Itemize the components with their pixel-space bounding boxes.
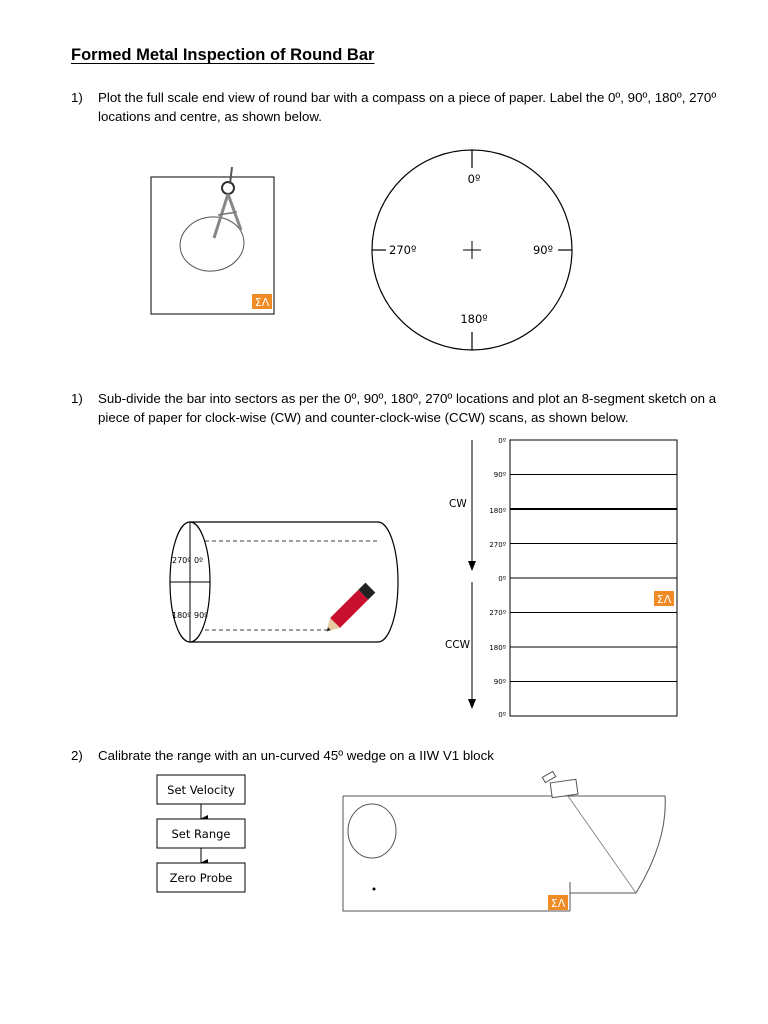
compass-illustration bbox=[151, 167, 274, 314]
step-2-number: 1) bbox=[71, 391, 83, 406]
scan-row-label: 180º bbox=[489, 644, 506, 652]
scan-row-label: 270º bbox=[489, 609, 506, 617]
scan-row-label: 270º bbox=[489, 541, 506, 549]
flow-step-set-velocity: Set Velocity bbox=[167, 783, 235, 797]
flow-step-zero-probe: Zero Probe bbox=[169, 871, 233, 885]
end-view-circle bbox=[372, 150, 572, 350]
logo-text: ΣΛ bbox=[254, 296, 270, 309]
step-3-number: 2) bbox=[71, 748, 83, 763]
scan-row-label: 0º bbox=[498, 437, 506, 445]
step-2-text: Sub-divide the bar into sectors as per the 0º, 90º, 180º, 270º locations and plot an 8-segment sketch on a piece of paper for clock-wise (CW) and counter-clock-wise (CCW) scans, as shown below. bbox=[98, 391, 717, 425]
logo-text: ΣΛ bbox=[656, 593, 672, 606]
cw-label: CW bbox=[449, 498, 467, 510]
logo-text: ΣΛ bbox=[550, 897, 566, 910]
flow-step-set-range: Set Range bbox=[171, 827, 231, 841]
scan-row-label: 180º bbox=[489, 507, 506, 515]
bar-label-270: 270º bbox=[172, 556, 192, 565]
label-180-deg: 180º bbox=[460, 312, 488, 326]
label-90-deg: 90º bbox=[532, 243, 553, 257]
step-1-number: 1) bbox=[71, 90, 83, 105]
label-270-deg: 270º bbox=[389, 243, 417, 257]
step-3-text: Calibrate the range with an un-curved 45º wedge on a IIW V1 block bbox=[98, 748, 494, 763]
round-bar-cylinder bbox=[170, 522, 398, 642]
probe-icon bbox=[542, 771, 578, 797]
scan-row-label: 90º bbox=[493, 678, 506, 686]
scan-row-label: 0º bbox=[498, 711, 506, 719]
bar-label-0: 0º bbox=[194, 556, 203, 565]
ccw-label: CCW bbox=[445, 639, 471, 651]
scan-table bbox=[489, 437, 677, 719]
scan-row-label: 90º bbox=[493, 471, 506, 479]
iiw-v1-block bbox=[343, 771, 665, 911]
scan-direction-arrows bbox=[445, 440, 472, 708]
scan-row-label: 0º bbox=[498, 575, 506, 583]
calibration-flowchart bbox=[157, 775, 245, 892]
bar-label-90: 90º bbox=[194, 611, 208, 620]
bar-label-180: 180º bbox=[172, 611, 192, 620]
step-1-text: Plot the full scale end view of round bar with a compass on a piece of paper. Label the 0º, 90º, 180º, 270º locations and centre, as shown below. bbox=[98, 90, 717, 124]
page-title: Formed Metal Inspection of Round Bar bbox=[71, 46, 375, 64]
label-0-deg: 0º bbox=[467, 172, 481, 186]
